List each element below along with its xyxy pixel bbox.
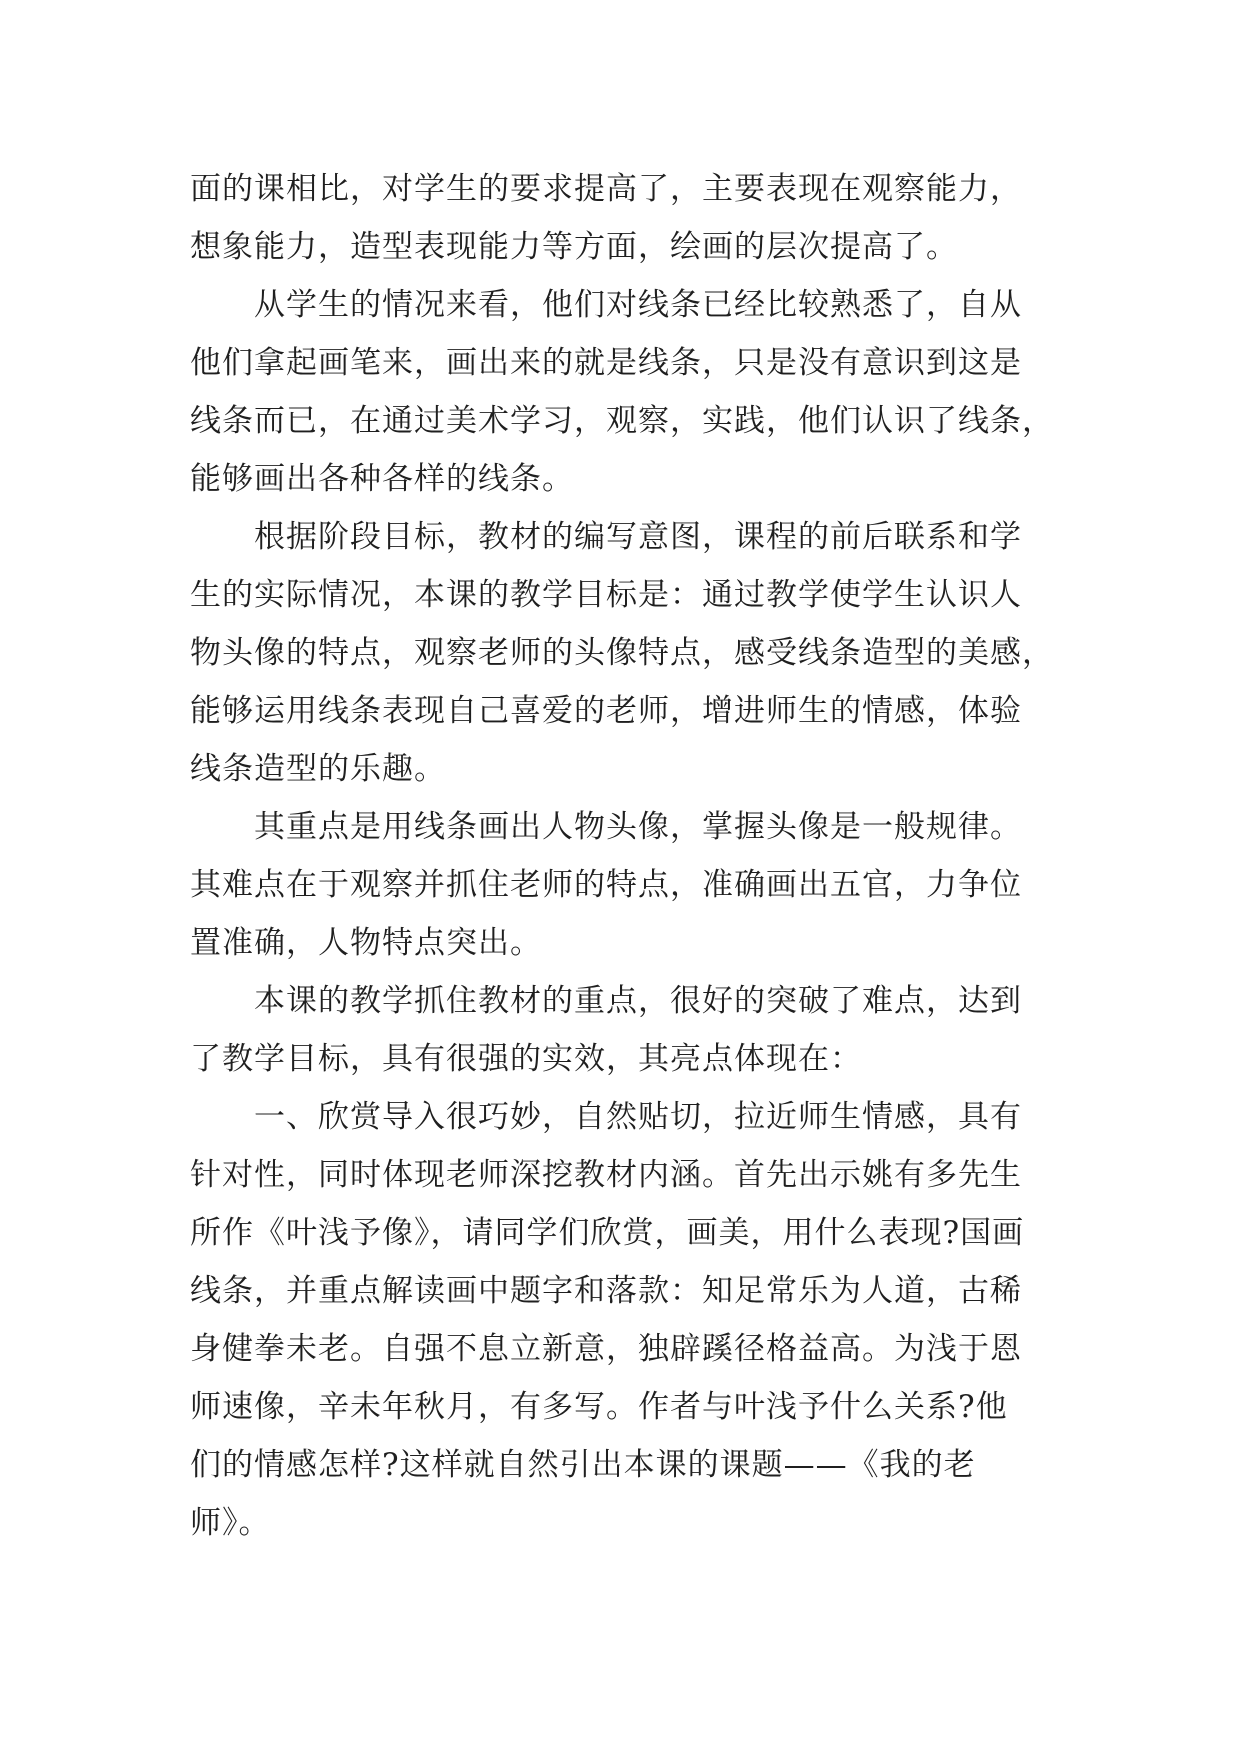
text-line: 能够运用线条表现自己喜爱的老师，增进师生的情感，体验 [190, 693, 1022, 729]
body-text [190, 160, 1070, 1552]
text-line: 师》。 [190, 1505, 271, 1541]
text-line: 想象能力，造型表现能力等方面，绘画的层次提高了。 [190, 229, 958, 265]
text-line: 针对性，同时体现老师深挖教材内涵。首先出示姚有多先生 [190, 1157, 1022, 1193]
text-line: 生的实际情况，本课的教学目标是：通过教学使学生认识人 [190, 577, 1022, 613]
text-line: 面的课相比，对学生的要求提高了，主要表现在观察能力， [190, 171, 1022, 207]
text-line: 所作《叶浅予像》，请同学们欣赏，画美，用什么表现?国画 [190, 1215, 1025, 1251]
text-line: 了教学目标，具有很强的实效，其亮点体现在： [190, 1041, 862, 1077]
text-line: 线条，并重点解读画中题字和落款：知足常乐为人道，古稀 [190, 1273, 1022, 1309]
paragraph-first-line: 从学生的情况来看，他们对线条已经比较熟悉了，自从 [254, 287, 1022, 323]
paragraph-first-line: 其重点是用线条画出人物头像，掌握头像是一般规律。 [254, 809, 1022, 845]
text-line: 物头像的特点，观察老师的头像特点，感受线条造型的美感， [190, 635, 1054, 671]
paragraph-first-line: 一、欣赏导入很巧妙，自然贴切，拉近师生情感，具有 [254, 1099, 1022, 1135]
text-line: 身健拳未老。自强不息立新意，独辟蹊径格益高。为浅于恩 [190, 1331, 1022, 1367]
text-line: 们的情感怎样?这样就自然引出本课的课题——《我的老 [190, 1447, 976, 1483]
text-line: 他们拿起画笔来，画出来的就是线条，只是没有意识到这是 [190, 345, 1022, 381]
text-line: 置准确，人物特点突出。 [190, 925, 542, 961]
text-line: 师速像，辛未年秋月，有多写。作者与叶浅予什么关系?他 [190, 1389, 1008, 1425]
paragraph-first-line: 本课的教学抓住教材的重点，很好的突破了难点，达到 [254, 983, 1022, 1019]
text-line: 能够画出各种各样的线条。 [190, 461, 574, 497]
text-line: 线条造型的乐趣。 [190, 751, 446, 787]
text-line: 线条而已，在通过美术学习，观察，实践，他们认识了线条， [190, 403, 1054, 439]
text-line: 其难点在于观察并抓住老师的特点，准确画出五官，力争位 [190, 867, 1022, 903]
paragraph-first-line: 根据阶段目标，教材的编写意图，课程的前后联系和学 [254, 519, 1022, 555]
